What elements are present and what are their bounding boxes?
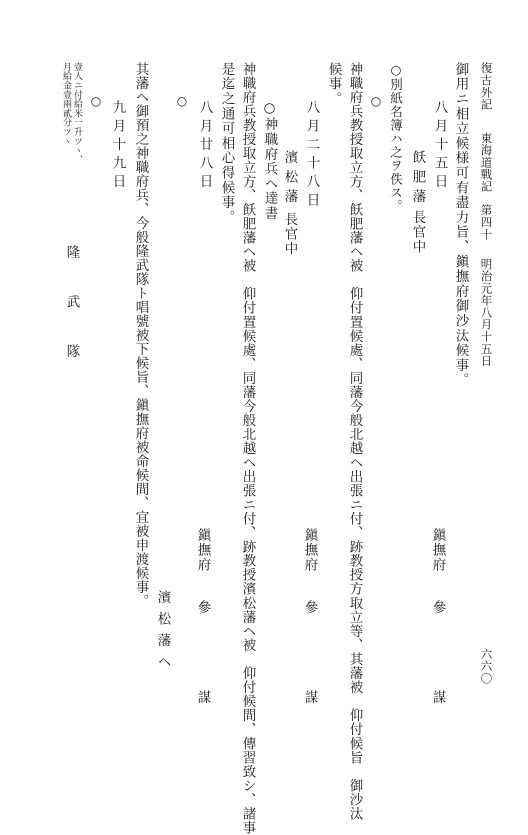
body-line-11: 神職府兵教授取立方、飫肥藩ヘ被 仰付置候處、同藩今般北越ヘ出張ニ付、跡教授濱松藩ヘ被 仰付候間、傳習致シ、諸事: [239, 62, 256, 835]
book-title: 復古外記: [479, 62, 494, 111]
office-name-3: 鎭撫府: [194, 528, 211, 573]
addressee-2: 濱松藩: [281, 150, 298, 209]
addressee-2-title: 長官中: [281, 212, 298, 257]
section-title: 東海道戰記: [479, 132, 494, 193]
circle-mark-2: ○: [175, 94, 189, 108]
signatory-3a: 參: [194, 600, 211, 615]
signatory-1b: 謀: [429, 690, 446, 705]
signatory-1a: 參: [429, 600, 446, 615]
date-line-1: 八月十五日: [431, 100, 448, 193]
office-name-2: 鎭撫府: [301, 528, 318, 573]
page-number: 六六〇: [479, 648, 494, 685]
signatory-2b: 謀: [301, 690, 318, 705]
body-line-12: 是迄之通可相心得候事。: [218, 62, 235, 225]
date-line-3: 八月廿八日: [196, 100, 213, 193]
chapter-label: 第四十: [479, 204, 494, 241]
note-line-1: ○別紙名簿ハ之ヲ佚ス。: [388, 62, 404, 213]
signatory-2a: 參: [301, 600, 318, 615]
office-name-1: 鎭撫府: [429, 528, 446, 573]
footnote-line-2: 月給金壹兩貳分ツヽ: [61, 62, 71, 146]
body-line-7: 候事。: [325, 62, 342, 107]
circle-mark-3: ○: [89, 94, 103, 108]
footnote-line-1: 壹人ニ付給米一升ツヽ、: [72, 62, 82, 165]
addressee-3: 濱松藩ヘ: [154, 590, 171, 676]
addressee-1: 飫肥藩: [409, 150, 426, 209]
body-line-1: 御用ニ相立候様可有盡力旨、鎭撫府御沙汰候事。: [452, 62, 469, 388]
circle-mark-1: ○: [369, 94, 383, 108]
date-line-4: 九月十九日: [109, 100, 126, 193]
addressee-1-title: 長官中: [409, 210, 426, 255]
notice-heading: ○神職府兵ヘ達書: [261, 100, 278, 221]
date-line-2: 八月二十八日: [303, 100, 320, 211]
body-line-15: 其藩ヘ御預之神職府兵、今般隆武隊ト唱號被下候旨、鎭撫府被命候間、宜被申渡候事。: [132, 62, 149, 608]
entry-date: 明治元年八月十五日: [479, 258, 494, 367]
body-line-6: 神職府兵教授取立方、飫肥藩ヘ被 仰付置候處、同藩今般北越ヘ出張ニ付、跡教授方取立等、其藩被 仰付候旨 御沙汰: [346, 62, 363, 821]
unit-name: 隆武隊: [63, 245, 80, 394]
signatory-3b: 謀: [194, 690, 211, 705]
